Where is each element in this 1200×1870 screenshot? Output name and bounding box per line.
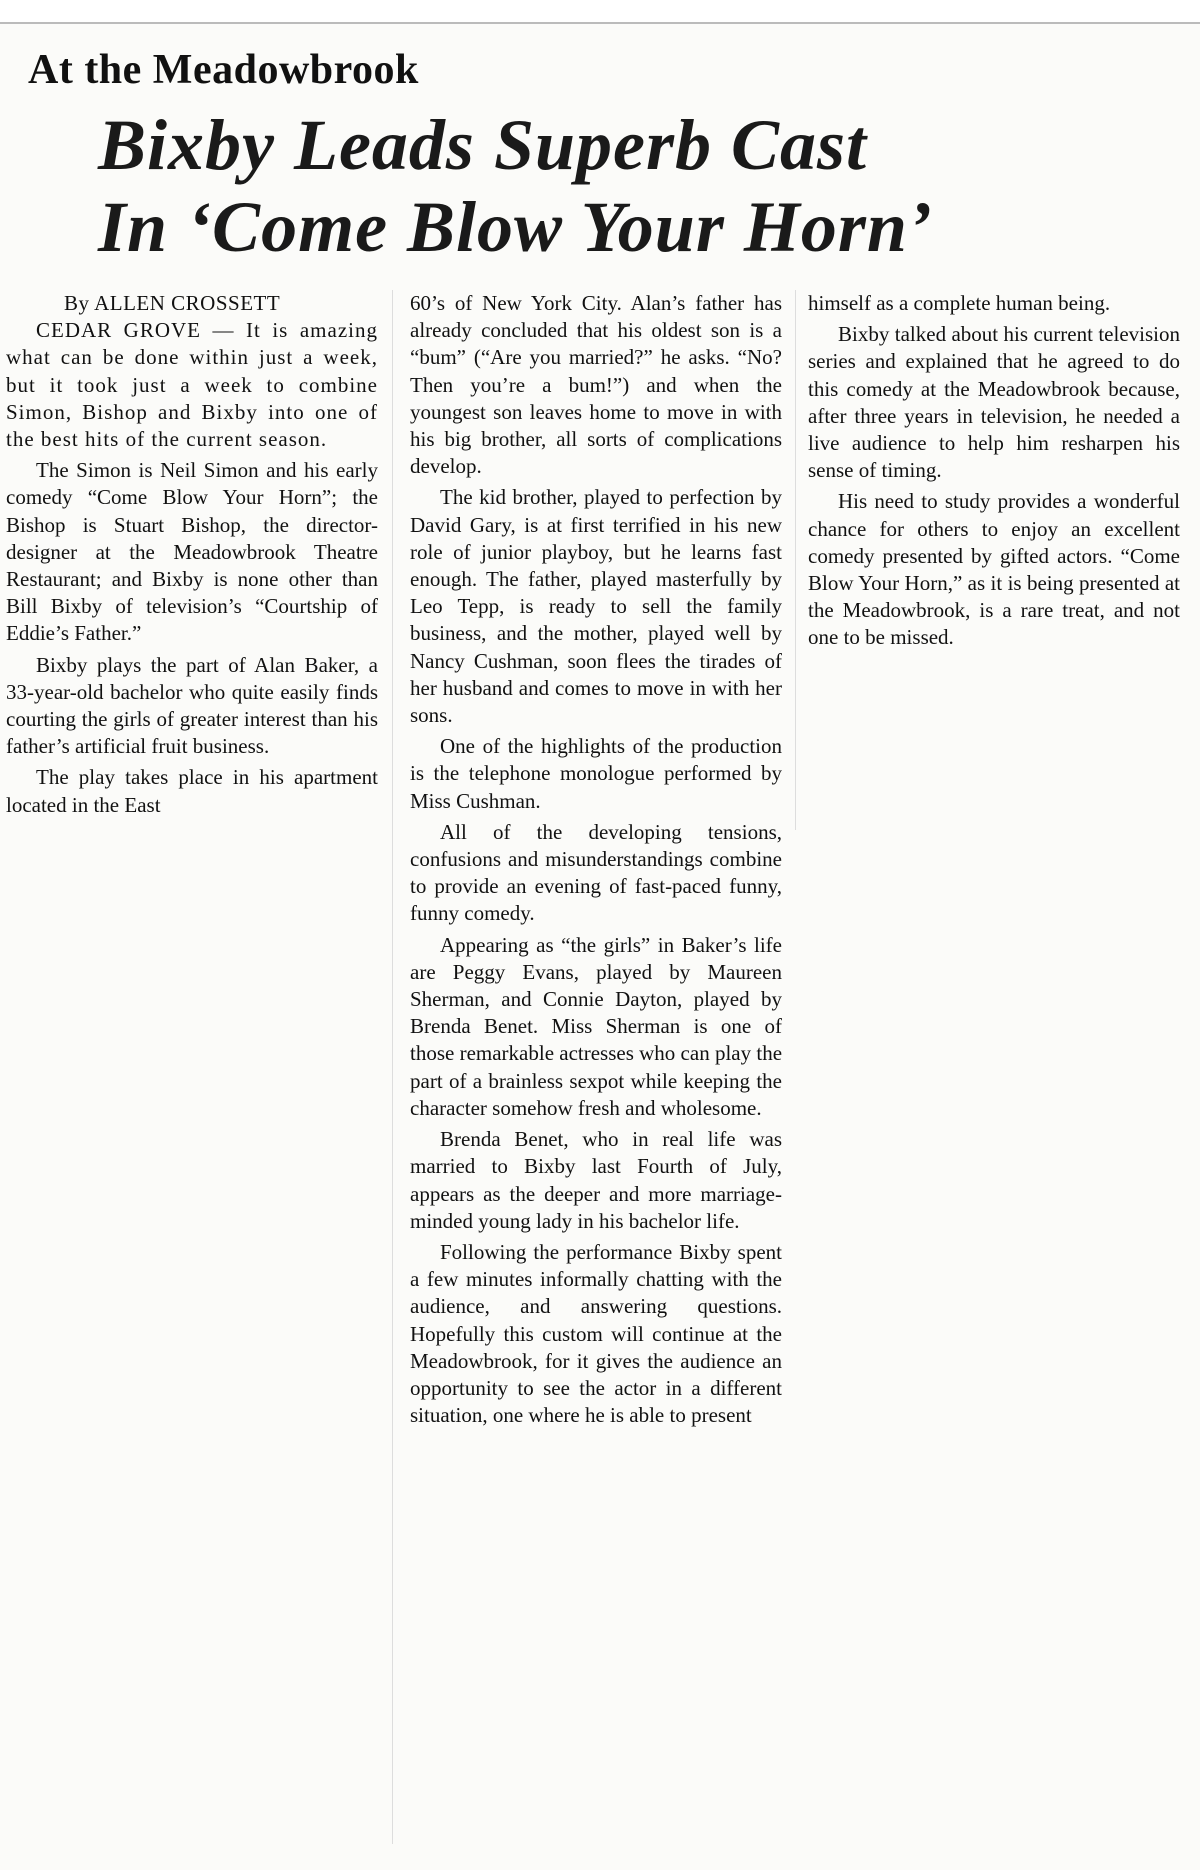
paragraph: Bixby talked about his current television series and explained that he agreed to do this comedy at the Meadowbrook because, after three years in television, he needed a live audience to help him resharpen his sense of timing.: [808, 322, 1180, 483]
paragraph: 60’s of New York City. Alan’s father has already concluded that his oldest son is a “bum” (“Are you married?” he asks. “No? Then you’re a bum!”) and when the youngest son leaves home to move in with his big brother, all sorts of complications develop.: [410, 291, 782, 479]
paragraph: himself as a complete human being.: [808, 291, 1111, 315]
headline-line-1: Bixby Leads Superb Cast: [98, 105, 868, 185]
paragraph: Bixby plays the part of Alan Baker, a 33-year-old bachelor who quite easily finds courting the girls of greater interest than his father’s artificial fruit business.: [6, 652, 378, 759]
article-column-1: [6, 290, 378, 823]
paragraph: All of the developing tensions, confusions and misunderstandings combine to provide an evening of fast-paced funny, funny comedy.: [410, 819, 782, 926]
paragraph: His need to study provides a wonderful chance for others to enjoy an excellent comedy presented by gifted actors. “Come Blow Your Horn,” as it is being presented at the Meadowbrook, is a rare treat, and not one to be missed.: [808, 489, 1180, 650]
article-column-2: [410, 290, 782, 1433]
article-column-3: [808, 290, 1180, 656]
paragraph: The Simon is Neil Simon and his early comedy “Come Blow Your Horn”; the Bishop is Stuart Bishop, the director-designer at the Meadowbrook Theatre Restaurant; and Bixby is none other than Bill Bixby of television’s “Courtship of Eddie’s Father.”: [6, 458, 378, 646]
paragraph: Brenda Benet, who in real life was married to Bixby last Fourth of July, appears as the deeper and more marriage-minded young lady in his bachelor life.: [410, 1127, 782, 1233]
paragraph: One of the highlights of the production is the telephone monologue performed by Miss Cushman.: [410, 734, 782, 813]
paragraph: Following the performance Bixby spent a few minutes informally chatting with the audience, and answering questions. Hopefully this custom will continue at the Meadowbrook, for it gives the audience an opportunity to see the actor in a different situation, one where he is able to present: [410, 1239, 782, 1428]
byline: By ALLEN CROSSETT: [64, 291, 281, 315]
paragraph: CEDAR GROVE — It is amazing what can be done within just a week, but it took just a week to combine Simon, Bishop and Bixby into one of the best hits of the current season.: [6, 318, 378, 452]
section-kicker: At the Meadowbrook: [28, 47, 419, 93]
headline-line-2: In ‘Come Blow Your Horn’: [98, 187, 933, 267]
paragraph: The play takes place in his apartment located in the East: [6, 765, 378, 817]
paragraph: Appearing as “the girls” in Baker’s life are Peggy Evans, played by Maureen Sherman, and Connie Dayton, played by Brenda Benet. Miss Sherman is one of those remarkable actresses who can play the part of a brainless sexpot while keeping the character somehow fresh and wholesome.: [410, 932, 783, 1120]
paragraph: The kid brother, played to perfection by David Gary, is at first terrified in his new role of junior playboy, but he learns fast enough. The father, played masterfully by Leo Tepp, is ready to sell the family business, and the mother, played well by Nancy Cushman, soon flees the tirades of her husband and comes to move in with her sons.: [410, 485, 782, 728]
column-divider: [795, 290, 796, 830]
column-divider: [392, 290, 393, 1844]
headline: [98, 104, 933, 268]
